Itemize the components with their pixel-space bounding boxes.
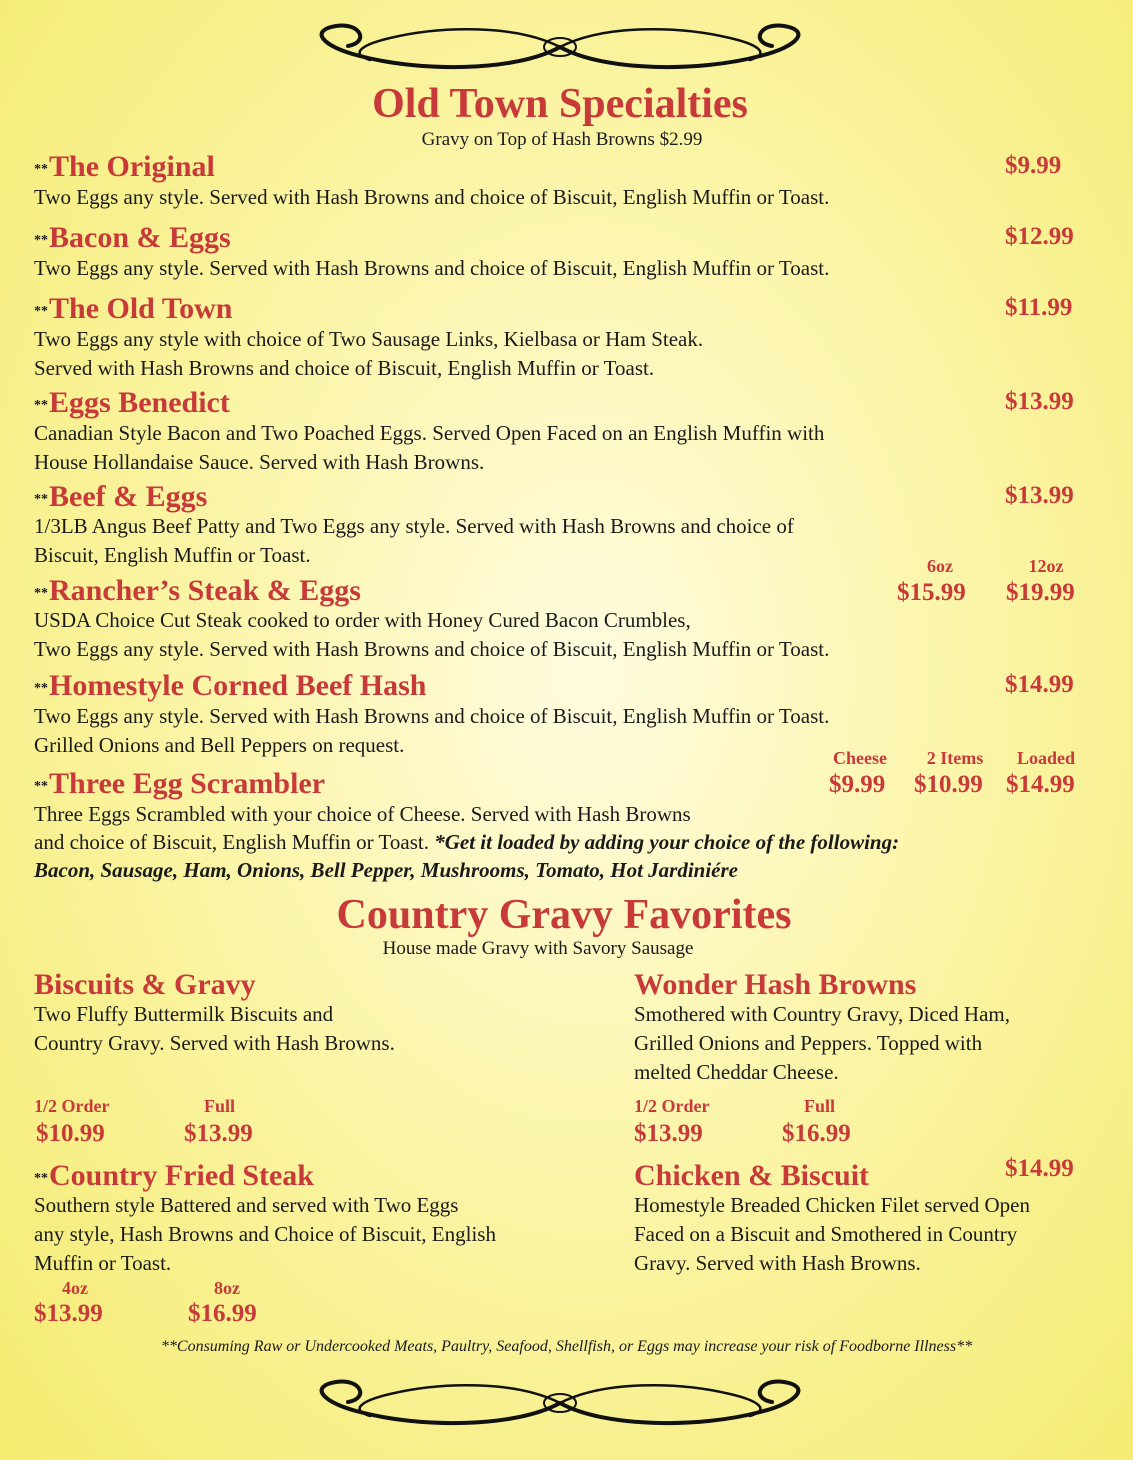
item-name-the-old-town: The Old Town	[49, 292, 233, 325]
item-description: Homestyle Breaded Chicken Filet served Open	[634, 1193, 1030, 1217]
item-name-ranchers-steak-eggs: Rancher’s Steak & Eggs	[49, 574, 361, 607]
bottom-flourish-ornament	[300, 1368, 820, 1438]
foodborne-illness-disclaimer: **Consuming Raw or Undercooked Meats, Paultry, Seafood, Shellfish, or Eggs may increase your risk of Foodborne Illness**	[160, 1338, 973, 1355]
size-label-full: Full	[204, 1096, 236, 1116]
price-chicken-biscuit: $14.99	[1005, 1155, 1074, 1182]
top-flourish-ornament	[300, 12, 820, 82]
price-biscuits-full: $13.99	[184, 1120, 253, 1147]
size-label-half-order: 1/2 Order	[34, 1096, 110, 1116]
item-description: Country Gravy. Served with Hash Browns.	[34, 1031, 395, 1055]
item-description: melted Cheddar Cheese.	[634, 1060, 839, 1084]
item-description: Southern style Battered and served with Two Eggs	[34, 1193, 459, 1217]
item-name-biscuits-gravy: Biscuits & Gravy	[34, 968, 256, 1001]
raw-warning-marker: **	[34, 304, 48, 319]
section-subtitle-gravy: House made Gravy with Savory Sausage	[382, 938, 694, 959]
price-biscuits-half: $10.99	[36, 1120, 105, 1147]
raw-warning-marker: **	[34, 779, 48, 794]
item-name-chicken-biscuit: Chicken & Biscuit	[634, 1159, 870, 1192]
size-label-8oz: 8oz	[214, 1278, 240, 1298]
item-description-with-loaded-note	[34, 828, 899, 857]
description-text: and choice of Biscuit, English Muffin or Toast.	[34, 830, 429, 854]
raw-warning-marker: **	[34, 233, 48, 248]
item-description: Two Eggs any style. Served with Hash Browns and choice of Biscuit, English Muffin or Toast.	[34, 704, 830, 728]
size-label-loaded: Loaded	[1016, 748, 1076, 768]
price-corned-beef-hash: $14.99	[1005, 671, 1074, 698]
item-description: Two Eggs any style. Served with Hash Browns and choice of Biscuit, English Muffin or Toast.	[34, 185, 830, 209]
item-description: Smothered with Country Gravy, Diced Ham,	[634, 1002, 1010, 1026]
raw-warning-marker: **	[34, 492, 48, 507]
item-description: USDA Choice Cut Steak cooked to order with Honey Cured Bacon Crumbles,	[34, 608, 691, 632]
size-label-6oz: 6oz	[927, 556, 953, 576]
price-wonder-half: $13.99	[634, 1120, 703, 1147]
item-name-eggs-benedict: Eggs Benedict	[49, 386, 230, 419]
item-description: any style, Hash Browns and Choice of Biscuit, English	[34, 1222, 496, 1246]
raw-warning-marker: **	[34, 586, 48, 601]
item-description: Two Eggs any style. Served with Hash Browns and choice of Biscuit, English Muffin or Toast.	[34, 637, 830, 661]
item-name-beef-eggs: Beef & Eggs	[49, 480, 208, 513]
item-description: Three Eggs Scrambled with your choice of Cheese. Served with Hash Browns	[34, 802, 691, 826]
price-scrambler-cheese: $9.99	[829, 771, 886, 798]
price-steak-8oz: $16.99	[188, 1300, 257, 1327]
item-description: 1/3LB Angus Beef Patty and Two Eggs any style. Served with Hash Browns and choice of	[34, 514, 794, 538]
item-name-wonder-hash-browns: Wonder Hash Browns	[634, 968, 917, 1001]
price-scrambler-loaded: $14.99	[1006, 771, 1075, 798]
item-name-corned-beef-hash: Homestyle Corned Beef Hash	[49, 669, 427, 702]
price-the-old-town: $11.99	[1005, 294, 1073, 321]
item-description: House Hollandaise Sauce. Served with Hash Browns.	[34, 450, 485, 474]
price-eggs-benedict: $13.99	[1005, 388, 1074, 415]
price-ranchers-12oz: $19.99	[1006, 579, 1075, 606]
size-label-cheese: Cheese	[833, 748, 887, 768]
item-name-country-fried-steak: Country Fried Steak	[49, 1159, 314, 1192]
item-description: Served with Hash Browns and choice of Biscuit, English Muffin or Toast.	[34, 356, 655, 380]
size-label-12oz: 12oz	[1028, 556, 1064, 576]
price-the-original: $9.99	[1005, 152, 1062, 179]
item-name-the-original: The Original	[49, 150, 215, 183]
section-title-old-town-specialties: Old Town Specialties	[372, 81, 748, 127]
size-label-half-order: 1/2 Order	[634, 1096, 710, 1116]
section-title-country-gravy-favorites: Country Gravy Favorites	[336, 892, 792, 938]
item-description: Two Eggs any style. Served with Hash Browns and choice of Biscuit, English Muffin or Toast.	[34, 256, 830, 280]
item-description: Biscuit, English Muffin or Toast.	[34, 543, 311, 567]
item-description: Muffin or Toast.	[34, 1251, 172, 1275]
raw-warning-marker: **	[34, 162, 48, 177]
loaded-options-list: Bacon, Sausage, Ham, Onions, Bell Pepper, Mushrooms, Tomato, Hot Jardiniére	[34, 858, 738, 882]
item-description: Two Fluffy Buttermilk Biscuits and	[34, 1002, 334, 1026]
item-description: Faced on a Biscuit and Smothered in Country	[634, 1222, 1018, 1246]
item-description: Gravy. Served with Hash Browns.	[634, 1251, 921, 1275]
price-scrambler-2-items: $10.99	[914, 771, 983, 798]
price-steak-4oz: $13.99	[34, 1300, 103, 1327]
loaded-options-note: *Get it loaded by adding your choice of the following:	[434, 830, 900, 854]
size-label-2-items: 2 Items	[926, 748, 984, 768]
price-bacon-eggs: $12.99	[1005, 223, 1074, 250]
raw-warning-marker: **	[34, 398, 48, 413]
section-subtitle-gravy-note: Gravy on Top of Hash Browns $2.99	[421, 129, 703, 150]
raw-warning-marker: **	[34, 681, 48, 696]
item-name-bacon-eggs: Bacon & Eggs	[49, 221, 231, 254]
item-description: Two Eggs any style with choice of Two Sausage Links, Kielbasa or Ham Steak.	[34, 327, 704, 351]
price-ranchers-6oz: $15.99	[897, 579, 966, 606]
size-label-4oz: 4oz	[62, 1278, 88, 1298]
size-label-full: Full	[804, 1096, 836, 1116]
raw-warning-marker: **	[34, 1171, 48, 1186]
item-description: Grilled Onions and Bell Peppers on request.	[34, 733, 405, 757]
item-description: Canadian Style Bacon and Two Poached Eggs. Served Open Faced on an English Muffin with	[34, 421, 825, 445]
item-description: Grilled Onions and Peppers. Topped with	[634, 1031, 983, 1055]
price-beef-eggs: $13.99	[1005, 482, 1074, 509]
price-wonder-full: $16.99	[782, 1120, 851, 1147]
item-name-three-egg-scrambler: Three Egg Scrambler	[49, 767, 326, 800]
